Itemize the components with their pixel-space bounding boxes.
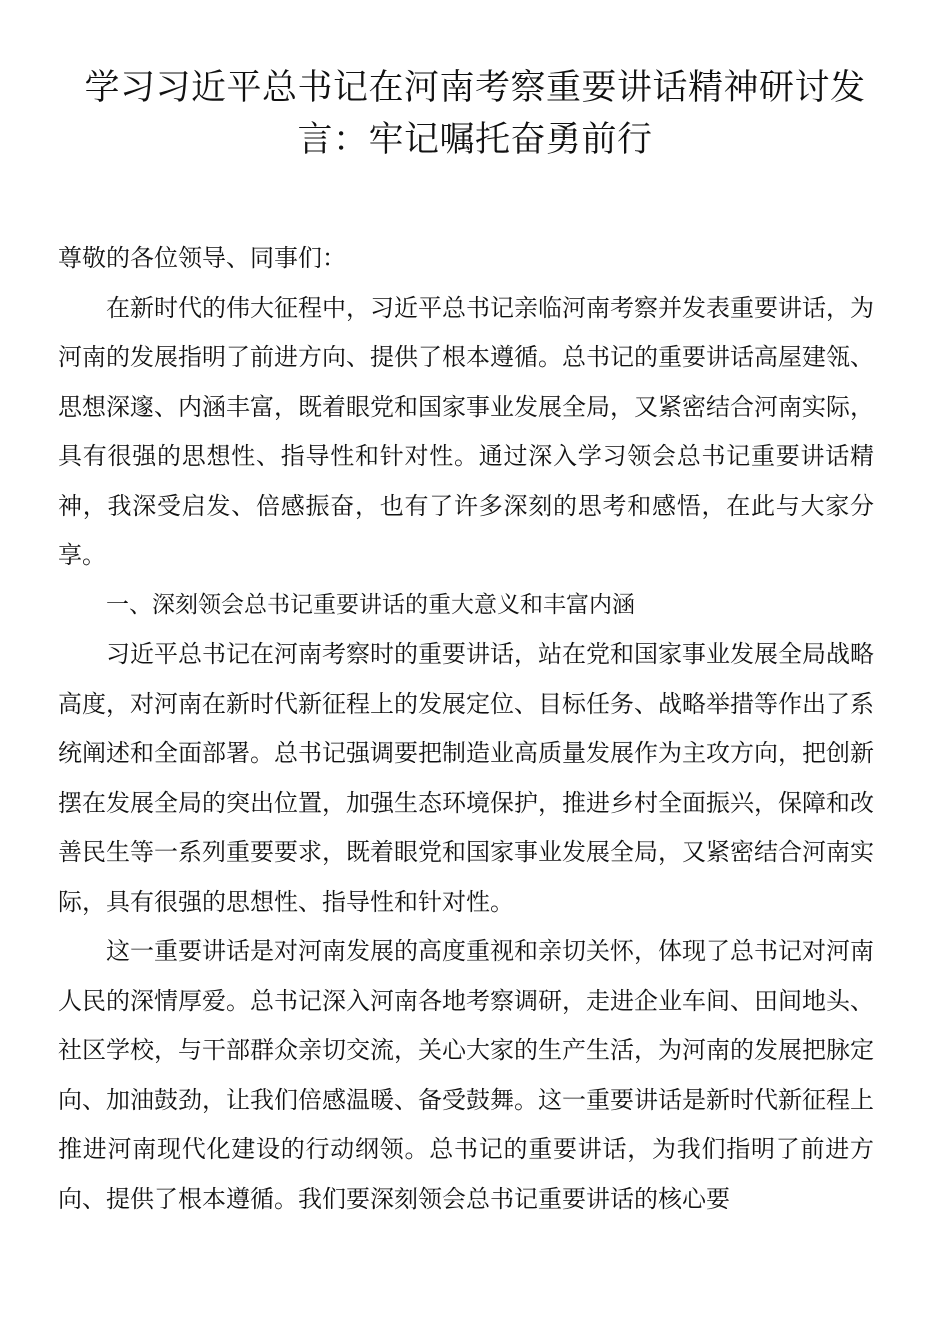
document-body xyxy=(58,234,874,1224)
section1-paragraph-2: 这一重要讲话是对河南发展的高度重视和亲切关怀，体现了总书记对河南人民的深情厚爱。总书记深入河南各地考察调研，走进企业车间、田间地头、社区学校，与干部群众亲切交流，关心大家的生产生活，为河南的发展把脉定向、加油鼓劲，让我们倍感温暖、备受鼓舞。这一重要讲话是新时代新征程上推进河南现代化建设的行动纲领。总书记的重要讲话，为我们指明了前进方向、提供了根本遵循。我们要深刻领会总书记重要讲话的核心要 xyxy=(58,937,874,1213)
salutation: 尊敬的各位领导、同事们： xyxy=(58,244,346,272)
section1-paragraph-1: 习近平总书记在河南考察时的重要讲话，站在党和国家事业发展全局战略高度，对河南在新时代新征程上的发展定位、目标任务、战略举措等作出了系统阐述和全面部署。总书记强调要把制造业高质量发展作为主攻方向，把创新摆在发展全局的突出位置，加强生态环境保护，推进乡村全面振兴，保障和改善民生等一系列重要要求，既着眼党和国家事业发展全局，又紧密结合河南实际，具有很强的思想性、指导性和针对性。 xyxy=(58,640,874,916)
section-heading-1: 一、深刻领会总书记重要讲话的重大意义和丰富内涵 xyxy=(106,591,635,618)
document-title: 学习习近平总书记在河南考察重要讲话精神研讨发言：牢记嘱托奋勇前行 xyxy=(84,68,866,160)
intro-paragraph: 在新时代的伟大征程中，习近平总书记亲临河南考察并发表重要讲话，为河南的发展指明了前进方向、提供了根本遵循。总书记的重要讲话高屋建瓴、思想深邃、内涵丰富，既着眼党和国家事业发展全局，又紧密结合河南实际，具有很强的思想性、指导性和针对性。通过深入学习领会总书记重要讲话精神，我深受启发、倍感振奋，也有了许多深刻的思考和感悟，在此与大家分享。 xyxy=(58,293,874,569)
